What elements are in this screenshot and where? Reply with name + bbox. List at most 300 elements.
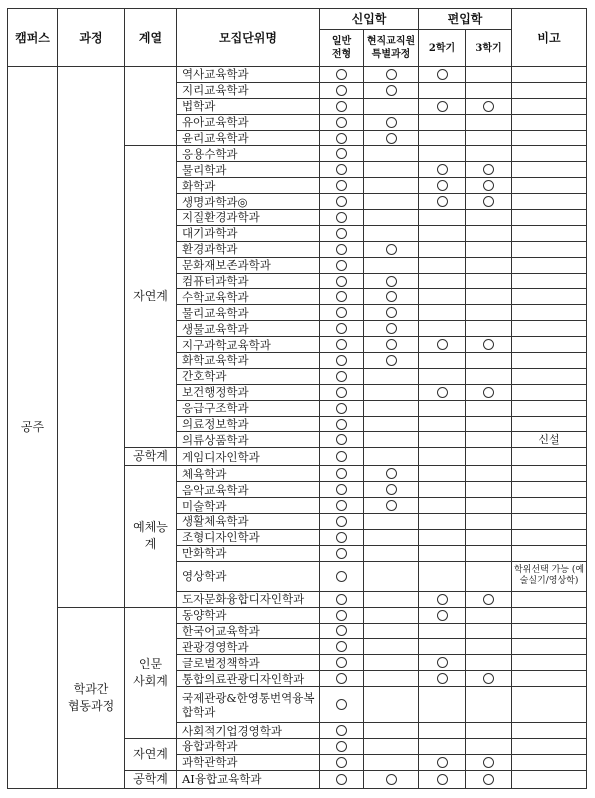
department-name: 환경과학과: [177, 241, 320, 257]
mark-cell: [466, 529, 512, 545]
mark-cell: [466, 82, 512, 98]
course-cell-empty: [58, 67, 125, 608]
mark-cell: [419, 194, 466, 210]
circle-mark-icon: [336, 774, 347, 785]
department-name: 물리교육학과: [177, 305, 320, 321]
circle-mark-icon: [336, 244, 347, 255]
mark-cell: [466, 655, 512, 671]
mark-cell: [466, 514, 512, 530]
mark-cell: [364, 591, 419, 607]
mark-cell: [419, 482, 466, 498]
mark-cell: [466, 723, 512, 739]
mark-cell: [419, 607, 466, 623]
mark-cell: [320, 591, 364, 607]
circle-mark-icon: [336, 516, 347, 527]
mark-cell: [419, 114, 466, 130]
mark-cell: [320, 639, 364, 655]
mark-cell: [466, 114, 512, 130]
mark-cell: [419, 623, 466, 639]
note-cell: [512, 67, 587, 83]
mark-cell: [419, 82, 466, 98]
circle-mark-icon: [437, 339, 448, 350]
mark-cell: [320, 146, 364, 162]
mark-cell: [320, 687, 364, 723]
mark-cell: [466, 591, 512, 607]
circle-mark-icon: [483, 387, 494, 398]
mark-cell: [364, 482, 419, 498]
circle-mark-icon: [483, 339, 494, 350]
note-cell: [512, 671, 587, 687]
department-name: 보건행정학과: [177, 384, 320, 400]
circle-mark-icon: [336, 355, 347, 366]
circle-mark-icon: [483, 757, 494, 768]
department-name: 사회적기업경영학과: [177, 723, 320, 739]
note-cell: [512, 162, 587, 178]
mark-cell: [466, 273, 512, 289]
note-cell: [512, 82, 587, 98]
mark-cell: [466, 305, 512, 321]
mark-cell: [320, 305, 364, 321]
department-name: AI융합교육학과: [177, 770, 320, 788]
circle-mark-icon: [336, 212, 347, 223]
mark-cell: [419, 770, 466, 788]
mark-cell: [466, 384, 512, 400]
note-cell: [512, 482, 587, 498]
mark-cell: [364, 114, 419, 130]
mark-cell: [466, 400, 512, 416]
field-cell-engineering2: 공학계: [125, 770, 177, 788]
note-cell: [512, 738, 587, 754]
mark-cell: [364, 241, 419, 257]
mark-cell: [320, 114, 364, 130]
department-name: 생물교육학과: [177, 321, 320, 337]
mark-cell: [320, 671, 364, 687]
circle-mark-icon: [336, 371, 347, 382]
mark-cell: [419, 257, 466, 273]
mark-cell: [419, 561, 466, 591]
mark-cell: [320, 353, 364, 369]
course-cell-interdisciplinary: 학과간 협동과정: [58, 607, 125, 788]
mark-cell: [320, 321, 364, 337]
mark-cell: [466, 289, 512, 305]
mark-cell: [320, 545, 364, 561]
mark-cell: [364, 289, 419, 305]
mark-cell: [364, 384, 419, 400]
department-name: 의류상품학과: [177, 432, 320, 448]
department-name: 미술학과: [177, 498, 320, 514]
note-cell: [512, 337, 587, 353]
note-cell: [512, 400, 587, 416]
mark-cell: [419, 514, 466, 530]
mark-cell: [419, 498, 466, 514]
mark-cell: [466, 671, 512, 687]
circle-mark-icon: [386, 307, 397, 318]
mark-cell: [364, 687, 419, 723]
mark-cell: [364, 67, 419, 83]
circle-mark-icon: [336, 403, 347, 414]
circle-mark-icon: [336, 387, 347, 398]
note-cell: [512, 687, 587, 723]
circle-mark-icon: [336, 594, 347, 605]
department-name: 지질환경과학과: [177, 210, 320, 226]
note-cell: [512, 529, 587, 545]
circle-mark-icon: [336, 757, 347, 768]
mark-cell: [419, 655, 466, 671]
header-transfer: 편입학: [419, 9, 512, 30]
mark-cell: [419, 400, 466, 416]
mark-cell: [419, 305, 466, 321]
circle-mark-icon: [336, 741, 347, 752]
circle-mark-icon: [386, 339, 397, 350]
note-cell: [512, 770, 587, 788]
mark-cell: [419, 466, 466, 482]
mark-cell: [320, 257, 364, 273]
mark-cell: [320, 241, 364, 257]
mark-cell: [320, 130, 364, 146]
mark-cell: [364, 723, 419, 739]
note-cell: [512, 498, 587, 514]
mark-cell: [320, 210, 364, 226]
circle-mark-icon: [336, 571, 347, 582]
mark-cell: [419, 639, 466, 655]
mark-cell: [364, 194, 419, 210]
mark-cell: [320, 448, 364, 466]
mark-cell: [320, 655, 364, 671]
circle-mark-icon: [386, 500, 397, 511]
mark-cell: [466, 416, 512, 432]
header-sem2: 2학기: [419, 30, 466, 67]
department-name: 응용수학과: [177, 146, 320, 162]
header-course: 과정: [58, 9, 125, 67]
mark-cell: [364, 305, 419, 321]
department-name: 한국어교육학과: [177, 623, 320, 639]
mark-cell: [320, 770, 364, 788]
circle-mark-icon: [336, 500, 347, 511]
circle-mark-icon: [437, 69, 448, 80]
circle-mark-icon: [336, 725, 347, 736]
mark-cell: [364, 130, 419, 146]
mark-cell: [466, 146, 512, 162]
mark-cell: [364, 545, 419, 561]
header-campus: 캠퍼스: [8, 9, 58, 67]
field-cell-science: 자연계: [125, 146, 177, 448]
mark-cell: [419, 225, 466, 241]
circle-mark-icon: [386, 774, 397, 785]
circle-mark-icon: [386, 323, 397, 334]
circle-mark-icon: [437, 610, 448, 621]
mark-cell: [320, 529, 364, 545]
circle-mark-icon: [336, 484, 347, 495]
mark-cell: [466, 448, 512, 466]
circle-mark-icon: [386, 85, 397, 96]
note-cell: [512, 130, 587, 146]
circle-mark-icon: [386, 355, 397, 366]
mark-cell: [466, 130, 512, 146]
department-name: 융합과학과: [177, 738, 320, 754]
mark-cell: [466, 561, 512, 591]
mark-cell: [364, 770, 419, 788]
mark-cell: [419, 162, 466, 178]
circle-mark-icon: [336, 610, 347, 621]
department-name: 수학교육학과: [177, 289, 320, 305]
mark-cell: [320, 98, 364, 114]
mark-cell: [466, 257, 512, 273]
mark-cell: [419, 432, 466, 448]
circle-mark-icon: [336, 69, 347, 80]
note-cell: [512, 368, 587, 384]
mark-cell: [419, 241, 466, 257]
mark-cell: [364, 273, 419, 289]
mark-cell: [364, 178, 419, 194]
mark-cell: [364, 400, 419, 416]
mark-cell: [364, 738, 419, 754]
mark-cell: [364, 607, 419, 623]
note-cell: [512, 545, 587, 561]
circle-mark-icon: [336, 291, 347, 302]
mark-cell: [364, 225, 419, 241]
circle-mark-icon: [336, 260, 347, 271]
mark-cell: [364, 514, 419, 530]
table-row: [8, 607, 587, 623]
department-name: 도자문화융합디자인학과: [177, 591, 320, 607]
circle-mark-icon: [336, 323, 347, 334]
circle-mark-icon: [336, 85, 347, 96]
mark-cell: [466, 321, 512, 337]
department-name: 영상학과: [177, 561, 320, 591]
department-name: 통합의료관광디자인학과: [177, 671, 320, 687]
mark-cell: [466, 194, 512, 210]
note-cell: [512, 178, 587, 194]
circle-mark-icon: [336, 307, 347, 318]
department-name: 물리학과: [177, 162, 320, 178]
mark-cell: [466, 225, 512, 241]
mark-cell: [466, 162, 512, 178]
circle-mark-icon: [336, 673, 347, 684]
mark-cell: [419, 448, 466, 466]
note-cell: [512, 146, 587, 162]
note-cell: 신설: [512, 432, 587, 448]
mark-cell: [419, 671, 466, 687]
mark-cell: [466, 482, 512, 498]
circle-mark-icon: [336, 276, 347, 287]
mark-cell: [466, 337, 512, 353]
mark-cell: [466, 98, 512, 114]
mark-cell: [320, 225, 364, 241]
note-cell: [512, 623, 587, 639]
note-cell: [512, 353, 587, 369]
mark-cell: [320, 623, 364, 639]
circle-mark-icon: [336, 228, 347, 239]
department-name: 글로벌정책학과: [177, 655, 320, 671]
department-name: 의료정보학과: [177, 416, 320, 432]
circle-mark-icon: [437, 101, 448, 112]
department-name: 과학관학과: [177, 754, 320, 770]
mark-cell: [419, 289, 466, 305]
circle-mark-icon: [386, 244, 397, 255]
note-cell: [512, 225, 587, 241]
circle-mark-icon: [483, 164, 494, 175]
mark-cell: [419, 98, 466, 114]
note-cell: [512, 639, 587, 655]
mark-cell: [364, 321, 419, 337]
circle-mark-icon: [336, 451, 347, 462]
circle-mark-icon: [386, 468, 397, 479]
mark-cell: [364, 671, 419, 687]
mark-cell: [320, 723, 364, 739]
mark-cell: [364, 82, 419, 98]
circle-mark-icon: [336, 164, 347, 175]
mark-cell: [419, 210, 466, 226]
note-cell: [512, 591, 587, 607]
department-name: 지리교육학과: [177, 82, 320, 98]
field-cell-engineering: 공학계: [125, 448, 177, 466]
circle-mark-icon: [336, 532, 347, 543]
department-name: 역사교육학과: [177, 67, 320, 83]
mark-cell: [419, 384, 466, 400]
note-cell: [512, 257, 587, 273]
circle-mark-icon: [336, 468, 347, 479]
mark-cell: [419, 723, 466, 739]
mark-cell: [320, 400, 364, 416]
note-cell: 학위선택 가능 (예술실기/영상학): [512, 561, 587, 591]
mark-cell: [364, 498, 419, 514]
circle-mark-icon: [386, 69, 397, 80]
department-name: 체육학과: [177, 466, 320, 482]
mark-cell: [320, 514, 364, 530]
mark-cell: [320, 482, 364, 498]
mark-cell: [419, 337, 466, 353]
note-cell: [512, 416, 587, 432]
mark-cell: [419, 416, 466, 432]
mark-cell: [320, 432, 364, 448]
mark-cell: [320, 754, 364, 770]
circle-mark-icon: [386, 484, 397, 495]
header-field: 계열: [125, 9, 177, 67]
mark-cell: [466, 178, 512, 194]
mark-cell: [364, 529, 419, 545]
mark-cell: [419, 687, 466, 723]
circle-mark-icon: [336, 133, 347, 144]
mark-cell: [320, 194, 364, 210]
circle-mark-icon: [336, 641, 347, 652]
department-name: 간호학과: [177, 368, 320, 384]
note-cell: [512, 384, 587, 400]
department-name: 화학교육학과: [177, 353, 320, 369]
mark-cell: [364, 368, 419, 384]
circle-mark-icon: [336, 180, 347, 191]
circle-mark-icon: [437, 164, 448, 175]
mark-cell: [320, 498, 364, 514]
mark-cell: [364, 337, 419, 353]
field-cell-arts: 예체능 계: [125, 466, 177, 607]
circle-mark-icon: [437, 757, 448, 768]
department-name: 음악교육학과: [177, 482, 320, 498]
mark-cell: [364, 466, 419, 482]
mark-cell: [364, 98, 419, 114]
department-name: 윤리교육학과: [177, 130, 320, 146]
department-name: 법학과: [177, 98, 320, 114]
department-name: 국제관광&한영통번역융복합학과: [177, 687, 320, 723]
note-cell: [512, 305, 587, 321]
header-note: 비고: [512, 9, 587, 67]
circle-mark-icon: [437, 657, 448, 668]
mark-cell: [466, 754, 512, 770]
note-cell: [512, 210, 587, 226]
mark-cell: [466, 368, 512, 384]
mark-cell: [466, 67, 512, 83]
note-cell: [512, 114, 587, 130]
mark-cell: [466, 770, 512, 788]
department-name: 동양학과: [177, 607, 320, 623]
mark-cell: [466, 545, 512, 561]
campus-cell: 공주: [8, 67, 58, 789]
mark-cell: [320, 178, 364, 194]
circle-mark-icon: [336, 339, 347, 350]
field-cell-science2: 자연계: [125, 738, 177, 770]
header-unit: 모집단위명: [177, 9, 320, 67]
mark-cell: [466, 210, 512, 226]
header-teacher: 현직교직원 특별과정: [364, 30, 419, 67]
mark-cell: [320, 368, 364, 384]
mark-cell: [364, 210, 419, 226]
circle-mark-icon: [437, 387, 448, 398]
mark-cell: [419, 130, 466, 146]
field-cell-humanities: 인문 사회계: [125, 607, 177, 738]
department-name: 컴퓨터과학과: [177, 273, 320, 289]
department-name: 게임디자인학과: [177, 448, 320, 466]
mark-cell: [419, 353, 466, 369]
circle-mark-icon: [336, 101, 347, 112]
mark-cell: [466, 466, 512, 482]
circle-mark-icon: [437, 196, 448, 207]
circle-mark-icon: [336, 548, 347, 559]
note-cell: [512, 466, 587, 482]
circle-mark-icon: [336, 657, 347, 668]
department-name: 생명과학과◎: [177, 194, 320, 210]
circle-mark-icon: [336, 419, 347, 430]
circle-mark-icon: [386, 291, 397, 302]
circle-mark-icon: [336, 148, 347, 159]
department-name: 조형디자인학과: [177, 529, 320, 545]
department-name: 관광경영학과: [177, 639, 320, 655]
note-cell: [512, 723, 587, 739]
mark-cell: [320, 273, 364, 289]
header-new-admission: 신입학: [320, 9, 419, 30]
note-cell: [512, 321, 587, 337]
mark-cell: [466, 498, 512, 514]
department-name: 생활체육학과: [177, 514, 320, 530]
circle-mark-icon: [483, 673, 494, 684]
header-sem3: 3학기: [466, 30, 512, 67]
mark-cell: [364, 623, 419, 639]
field-cell-empty: [125, 67, 177, 146]
note-cell: [512, 289, 587, 305]
mark-cell: [364, 257, 419, 273]
circle-mark-icon: [483, 101, 494, 112]
mark-cell: [364, 416, 419, 432]
department-name: 문화재보존과학과: [177, 257, 320, 273]
mark-cell: [419, 178, 466, 194]
circle-mark-icon: [336, 625, 347, 636]
mark-cell: [364, 353, 419, 369]
mark-cell: [364, 561, 419, 591]
mark-cell: [419, 529, 466, 545]
circle-mark-icon: [483, 196, 494, 207]
mark-cell: [466, 623, 512, 639]
mark-cell: [320, 607, 364, 623]
department-name: 지구과학교육학과: [177, 337, 320, 353]
note-cell: [512, 607, 587, 623]
